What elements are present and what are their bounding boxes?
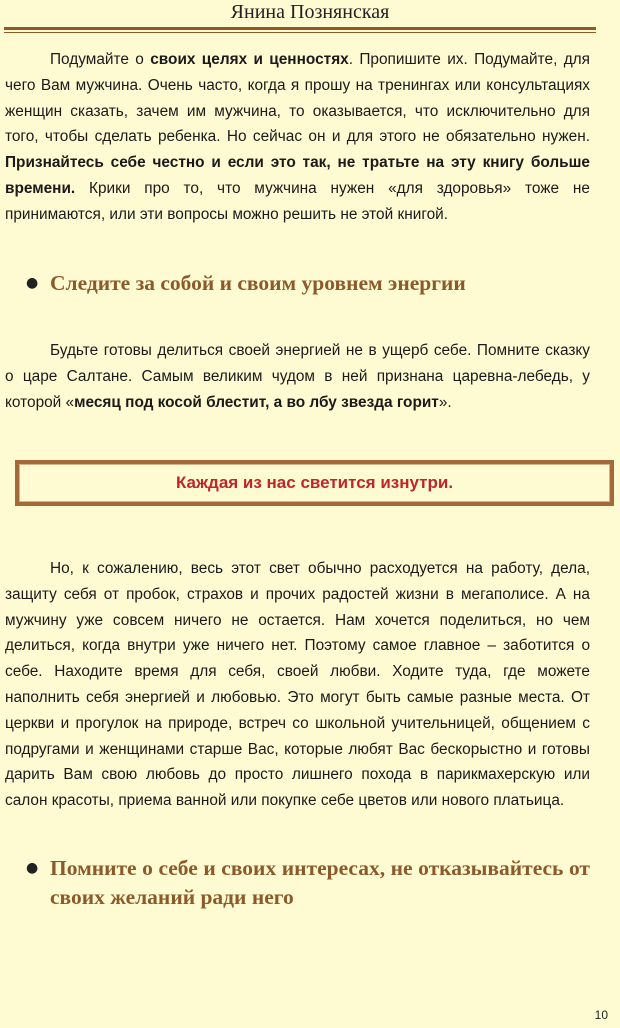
callout-box: Каждая из нас светится изнутри.: [15, 460, 614, 506]
bullet-heading-energy: ● Следите за собой и своим уровнем энергии: [28, 269, 590, 298]
page-number: 10: [594, 1008, 608, 1022]
paragraph-goals: Подумайте о своих целях и ценностях. Пропишите их. Подумайте, для чего Вам мужчина. Очень часто, когда я прошу на тренингах или консультациях женщин сказать, зачем им мужчина, то оказывается, что исключительно для того, чтобы сделать ребенка. Но сейчас он и для этого не обязательно нужен. Признайтесь себе честно и если это так, не тратьте на эту книгу больше времени. Крики про то, что мужчина нужен «для здоровья» тоже не принимаются, или эти вопросы можно решить не этой книгой.: [5, 51, 590, 223]
page-header: Янина Познянская: [230, 1, 390, 23]
header-rule-thin: [4, 32, 596, 33]
paragraph-saltan: Будьте готовы делиться своей энергией не в ущерб себе. Помните сказку о царе Салтане. Самым великим чудом в ней признана царевна-лебедь, у которой «месяц под косой блестит, а во лбу звезда горит».: [5, 342, 590, 411]
paragraph-light: Но, к сожалению, весь этот свет обычно расходуется на работу, дела, защиту себя от пробок, страхов и прочих радостей жизни в мегаполисе. А на мужчину уже совсем ничего не остается. Нам хочется поделиться, но чем делиться, когда внутри уже ничего нет. Поэтому самое главное – заботится о себе. Находите время для себя, своей любви. Ходите туда, где можете наполнить себя энергией и любовью. Это могут быть самые разные места. От церкви и прогулок на природе, встреч со школьной учительницей, общением с подругами и женщинами старше Вас, которые любят Вас бескорыстно и готовы дарить Вам свою любовь до просто лишнего похода в парикмахерскую или салон красоты, приема ванной или покупке себе цветов или нового платьица.: [5, 560, 590, 810]
bullet-heading-interests: ● Помните о себе и своих интересах, не отказывайтесь от своих желаний ради него: [26, 856, 590, 909]
bullet-dot-icon: ●: [26, 860, 39, 876]
header-rule-thick: [4, 27, 596, 30]
bullet-dot-icon: ●: [26, 275, 39, 291]
